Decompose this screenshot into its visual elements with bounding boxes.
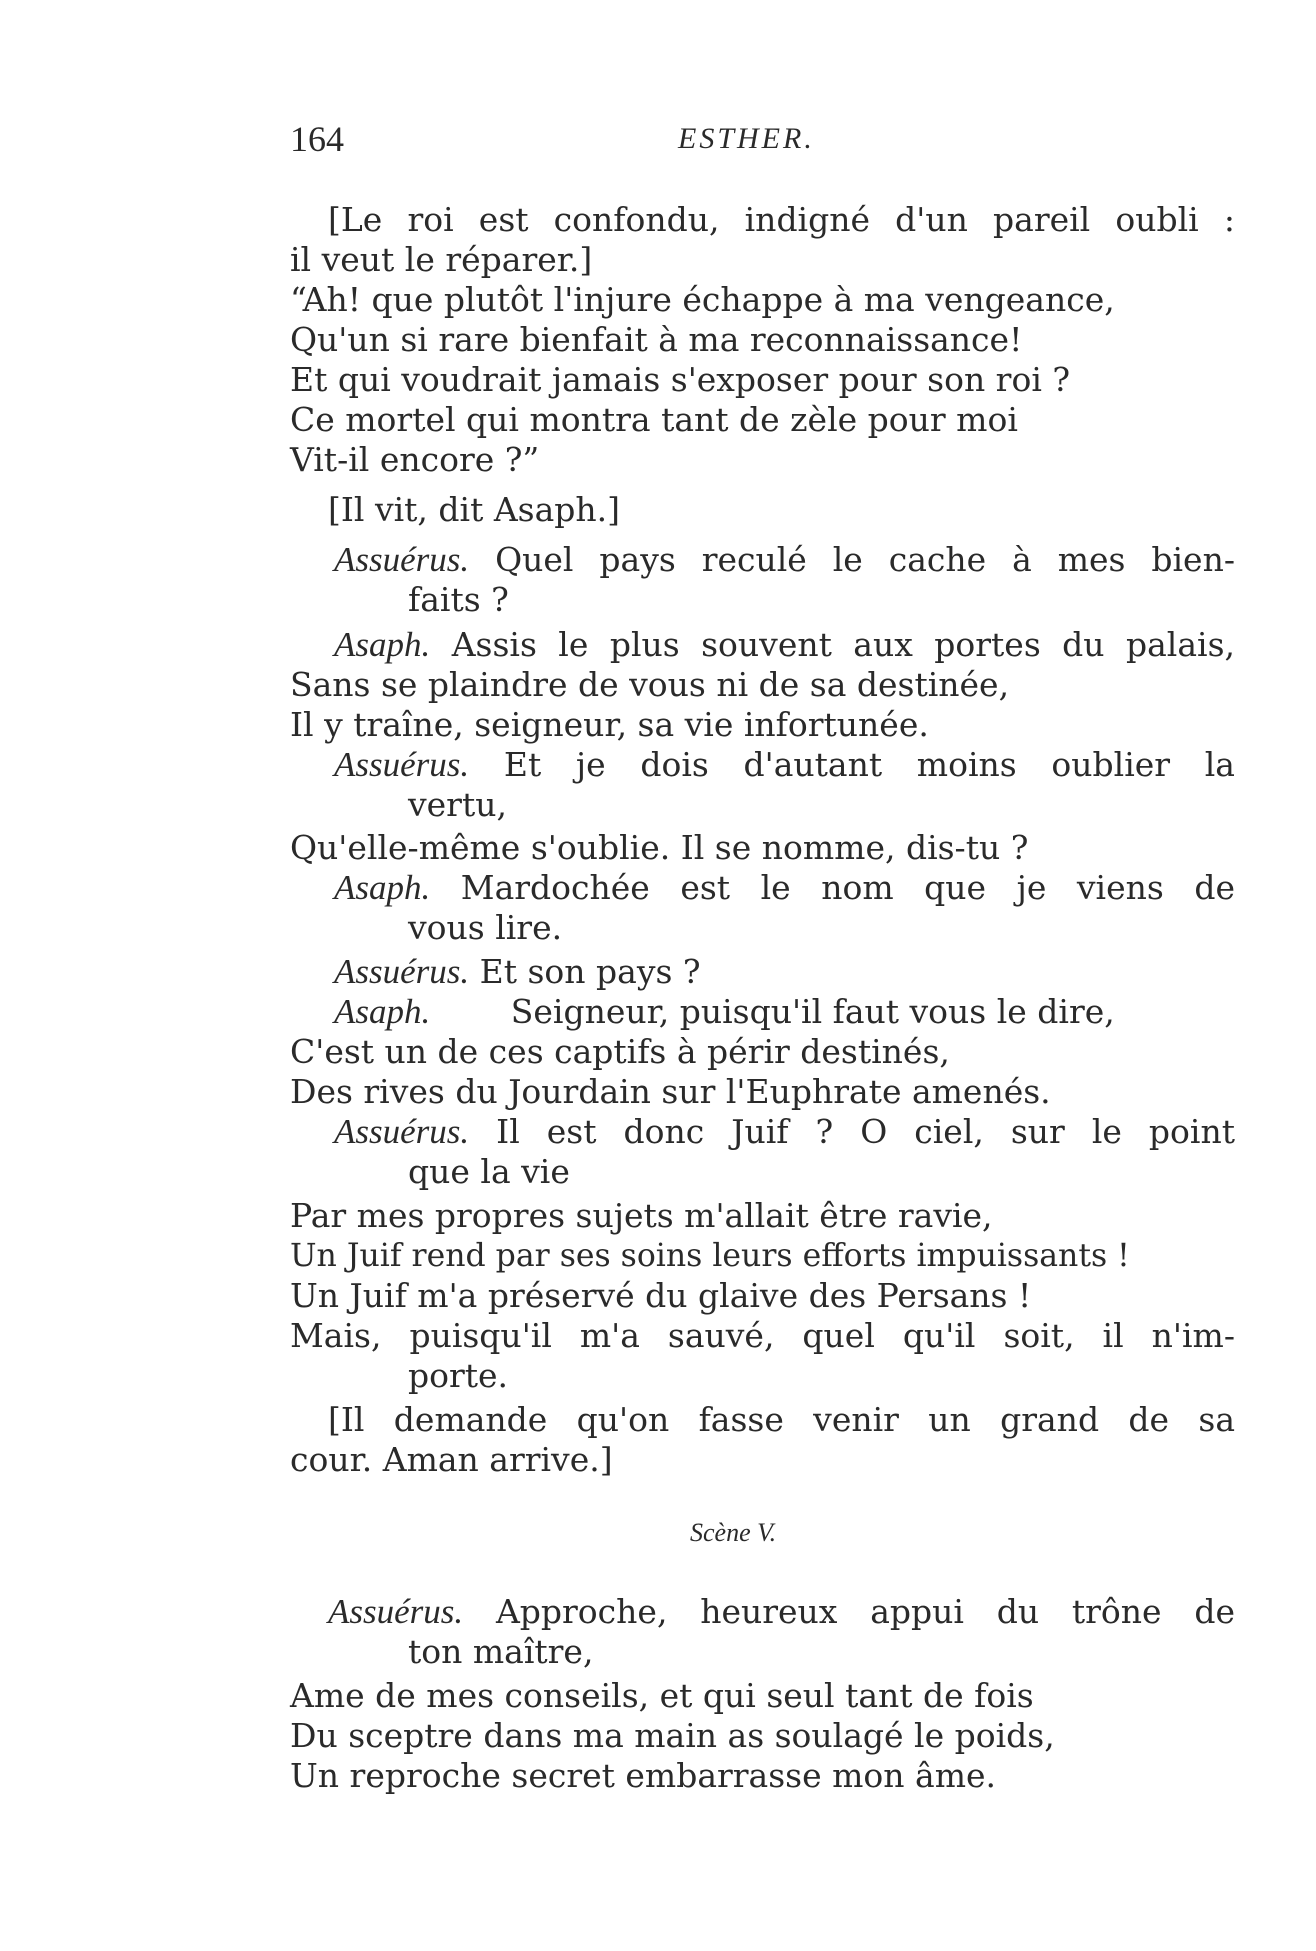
- text-line: porte.: [408, 1356, 509, 1395]
- page-header: [290, 118, 1250, 168]
- speaker-name: Asaph.: [334, 625, 431, 664]
- page-number: 164: [290, 119, 344, 159]
- text-line: Un Juif m'a préservé du glaive des Persans !: [290, 1276, 1032, 1315]
- text-line: vertu,: [408, 785, 507, 824]
- text-line: Vit-il encore ?”: [290, 440, 540, 479]
- text-line: Du sceptre dans ma main as soulagé le poids,: [290, 1716, 1055, 1755]
- text-line: Un reproche secret embarrasse mon âme.: [290, 1756, 997, 1795]
- speaker-name: Asaph.: [334, 992, 431, 1031]
- text-line: “Ah! que plutôt l'injure échappe à ma vengeance,: [290, 280, 1115, 319]
- speaker-name: Asaph.: [334, 868, 431, 907]
- dialogue-line: Assuérus. Et son pays ?: [334, 952, 701, 991]
- text-line: [Le roi est confondu, indigné d'un pareil oubli :: [328, 200, 1235, 239]
- speaker-name: Assuérus.: [334, 540, 470, 579]
- text-line: Ame de mes conseils, et qui seul tant de fois: [290, 1676, 1034, 1715]
- speaker-name: Assuérus.: [334, 745, 470, 784]
- text-line: Ce mortel qui montra tant de zèle pour moi: [290, 400, 1018, 439]
- dialogue-line: Asaph. Assis le plus souvent aux portes du palais,: [334, 625, 1235, 664]
- stage-direction: [Il vit, dit Asaph.]: [328, 490, 621, 529]
- stage-direction: cour. Aman arrive.]: [290, 1440, 613, 1479]
- stage-direction: [Il demande qu'on fasse venir un grand de sa: [328, 1400, 1235, 1439]
- dialogue-line: Assuérus. Et je dois d'autant moins oublier la: [334, 745, 1235, 784]
- text-line: vous lire.: [408, 908, 563, 947]
- text-line: Un Juif rend par ses soins leurs efforts impuissants !: [290, 1238, 1130, 1274]
- text-line: que la vie: [408, 1152, 570, 1191]
- running-title: ESTHER.: [678, 122, 815, 155]
- text-line: Des rives du Jourdain sur l'Euphrate amenés.: [290, 1072, 1051, 1111]
- text-line: Qu'elle-même s'oublie. Il se nomme, dis-tu ?: [290, 828, 1029, 867]
- text-line: Et qui voudrait jamais s'exposer pour son roi ?: [290, 360, 1071, 399]
- dialogue-line: Asaph. Mardochée est le nom que je viens de: [334, 868, 1235, 907]
- dialogue-line: Asaph. Seigneur, puisqu'il faut vous le dire,: [334, 992, 1115, 1031]
- text-line: Sans se plaindre de vous ni de sa destinée,: [290, 665, 1010, 704]
- text-line: Par mes propres sujets m'allait être ravie,: [290, 1196, 993, 1235]
- text-line: faits ?: [408, 580, 509, 619]
- scene-heading: Scène V.: [690, 1518, 777, 1547]
- dialogue-line: Assuérus. Il est donc Juif ? O ciel, sur le point: [334, 1112, 1235, 1151]
- text-line: C'est un de ces captifs à périr destinés,: [290, 1032, 950, 1071]
- text-line: il veut le réparer.]: [290, 240, 593, 279]
- text-line: Qu'un si rare bienfait à ma reconnaissance!: [290, 320, 1023, 359]
- text-line: Mais, puisqu'il m'a sauvé, quel qu'il soit, il n'im-: [290, 1316, 1235, 1355]
- speaker-name: Assuérus.: [334, 1112, 470, 1151]
- speaker-name: Assuérus.: [334, 952, 470, 991]
- dialogue-line: Assuérus. Quel pays reculé le cache à mes bien-: [334, 540, 1235, 579]
- text-line: Il y traîne, seigneur, sa vie infortunée.: [290, 705, 929, 744]
- text-line: ton maître,: [408, 1632, 594, 1671]
- dialogue-line: Assuérus. Approche, heureux appui du trône de: [328, 1592, 1235, 1631]
- speaker-name: Assuérus.: [328, 1592, 464, 1631]
